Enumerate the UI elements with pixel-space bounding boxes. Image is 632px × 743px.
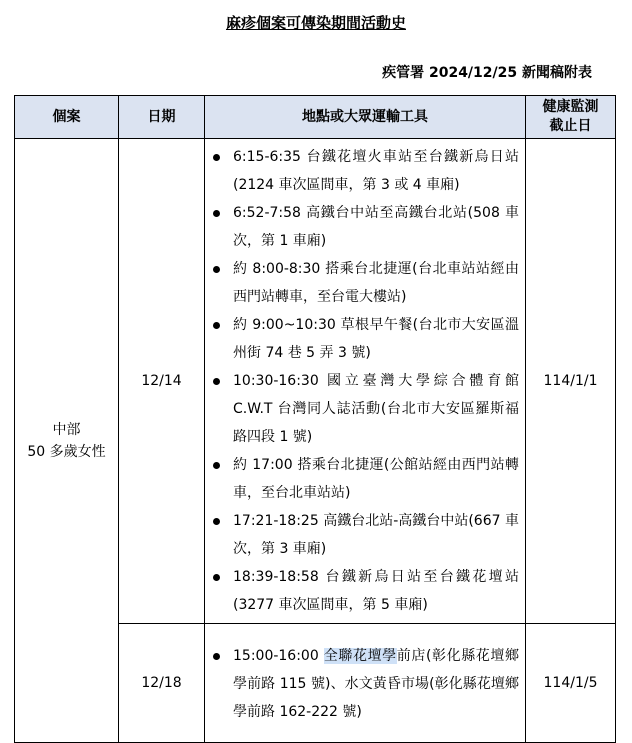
document-subtitle: 疾管署 2024/12/25 新聞稿附表: [382, 65, 592, 81]
list-item: [213, 311, 519, 367]
bullet-icon: [213, 574, 220, 581]
case-cell: [15, 139, 119, 743]
list-item-text: 6:15-6:35 台鐵花壇火車站至台鐵新烏日站(2124 車次區間車，第 3 或 4 車廂): [233, 149, 519, 193]
bullet-icon: [213, 518, 220, 525]
table-header-row: [15, 96, 616, 139]
highlighted-text[interactable]: 全聯花壇學: [323, 648, 397, 664]
list-item: [213, 642, 519, 726]
list-item: [213, 143, 519, 199]
list-item: [213, 367, 519, 451]
list-item-text: 10:30-16:30 國立臺灣大學綜合體育館 C.W.T 台灣同人誌活動(台北市大安區羅斯福路四段 1 號): [233, 373, 519, 445]
header-deadline: [526, 96, 616, 139]
list-item-text: 約 9:00~10:30 草根早午餐(台北市大安區溫州街 74 巷 5 弄 3 號): [233, 317, 519, 361]
list-item: [213, 255, 519, 311]
document-title: 麻疹個案可傳染期間活動史: [225, 14, 406, 32]
header-deadline-line2: 截止日: [549, 118, 592, 134]
header-date: 日期: [119, 96, 205, 139]
list-item: [213, 451, 519, 507]
deadline-cell: 114/1/5: [526, 624, 616, 743]
bullet-icon: [213, 154, 220, 161]
activity-list: [205, 624, 525, 742]
place-cell: [205, 624, 526, 743]
list-item-text: 約 8:00-8:30 搭乘台北捷運(台北車站站經由西門站轉車，至台電大樓站): [233, 261, 519, 305]
bullet-icon: [213, 210, 220, 217]
activity-table: [14, 95, 616, 743]
case-description: 50 多歲女性: [27, 443, 106, 460]
table-row: [15, 139, 616, 624]
bullet-icon: [213, 653, 220, 660]
activity-list: [205, 139, 525, 623]
list-item-text-start: 15:00-16:00: [233, 648, 324, 664]
bullet-icon: [213, 322, 220, 329]
list-item: [213, 199, 519, 255]
bullet-icon: [213, 378, 220, 385]
list-item-text: 約 17:00 搭乘台北捷運(公館站經由西門站轉車，至台北車站站): [233, 457, 519, 501]
list-item-text-end: 前店(彰化縣花壇鄉學前路 115 號)、水文黃昏市場(彰化縣花壇鄉學前路 162-222 號): [233, 648, 520, 720]
place-cell: [205, 139, 526, 624]
list-item-text: 6:52-7:58 高鐵台中站至高鐵台北站(508 車次，第 1 車廂): [233, 205, 519, 249]
deadline-cell: 114/1/1: [526, 139, 616, 624]
header-case: 個案: [15, 96, 119, 139]
date-cell: 12/14: [119, 139, 205, 624]
list-item: [213, 563, 519, 619]
list-item: [213, 507, 519, 563]
case-region: 中部: [52, 421, 81, 438]
header-deadline-line1: 健康監測: [542, 99, 599, 115]
list-item-text: 18:39-18:58 台鐵新烏日站至台鐵花壇站(3277 車次區間車，第 5 車廂): [233, 569, 519, 613]
bullet-icon: [213, 462, 220, 469]
bullet-icon: [213, 266, 220, 273]
list-item-text: 17:21-18:25 高鐵台北站-高鐵台中站(667 車次，第 3 車廂): [233, 513, 519, 557]
header-place: 地點或大眾運輸工具: [205, 96, 526, 139]
date-cell: 12/18: [119, 624, 205, 743]
